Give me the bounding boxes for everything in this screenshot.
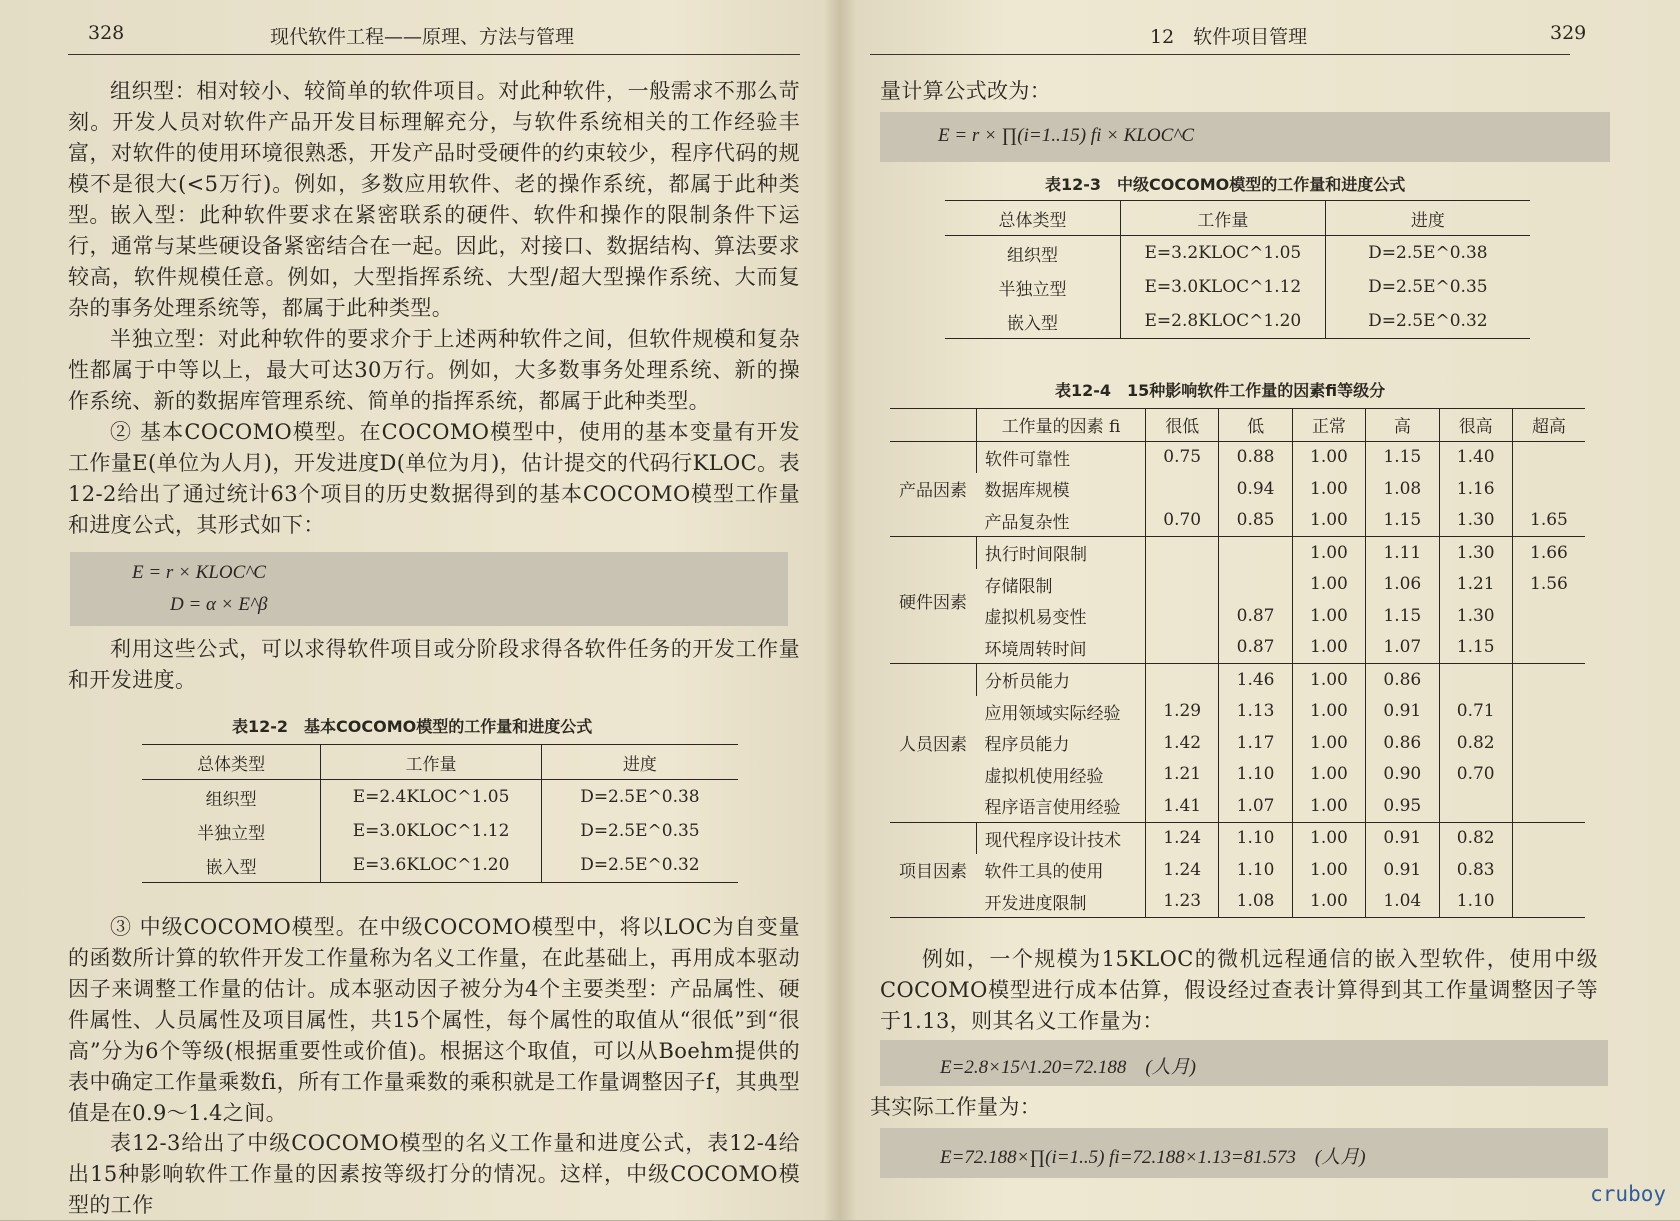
table-cell: 组织型 (1007, 245, 1058, 266)
table-cell: 半独立型 (197, 823, 266, 844)
table-row (890, 664, 1585, 696)
rating-cell (1512, 696, 1585, 728)
table-header-cell: 很低 (1146, 409, 1219, 442)
para-formula-intro: 量计算公式改为： (880, 79, 1052, 103)
para-actual-label: 其实际工作量为： (870, 1095, 1042, 1119)
table-header-cell: 高 (1366, 409, 1439, 442)
rating-cell: 1.10 (1219, 854, 1292, 886)
rating-cell (1512, 600, 1585, 632)
rating-cell: 1.42 (1146, 727, 1219, 759)
table-header-cell: 工作量的因素 fi (977, 409, 1146, 442)
table-row (142, 780, 738, 815)
rating-cell (1146, 632, 1219, 664)
table-header-cell: 进度 (541, 745, 738, 780)
factor-name-cell: 现代程序设计技术 (977, 822, 1146, 854)
rating-cell: 0.82 (1439, 727, 1512, 759)
para-organic: 组织型：相对较小、较简单的软件项目。对此种软件，一般需求不那么苛刻。开发人员对软件产品开发目标理解充分，与软件系统相关的工作经验丰富，对软件的使用环境很熟悉，开发产品时受硬件的约束较少，程序代码的规模不是很大(<5万行)。例如，多数应用软件、老的操作系统，都属于此种类型。 (68, 79, 800, 227)
table-row (890, 696, 1585, 728)
factor-name-cell: 软件可靠性 (977, 441, 1146, 473)
rating-cell: 0.70 (1439, 759, 1512, 791)
rating-cell: 1.56 (1512, 569, 1585, 601)
factor-name-cell: 环境周转时间 (984, 639, 1087, 660)
rating-cell (1146, 664, 1219, 696)
formula-actual-text: E=72.188×∏(i=1..5) fi=72.188×1.13=81.573 (人月) (940, 1147, 1366, 1168)
para-semidetached: 半独立型：对此种软件的要求介于上述两种软件之间，但软件规模和复杂性都属于中等以上，最大可达30万行。例如，大多数事务处理系统、新的操作系统、新的数据库管理系统、简单的指挥系统，都属于此种类型。 (68, 327, 800, 413)
table-row (890, 886, 1585, 918)
left-running-title: 现代软件工程——原理、方法与管理 (270, 26, 575, 48)
table-row (890, 632, 1585, 664)
rating-cell: 1.00 (1292, 854, 1365, 886)
table-cell: D=2.5E^0.35 (541, 814, 738, 848)
rating-cell: 1.16 (1439, 473, 1512, 505)
table-row (890, 854, 1585, 886)
rating-cell (1512, 727, 1585, 759)
factor-name-cell: 虚拟机易变性 (984, 608, 1087, 629)
table-cell: 半独立型 (998, 279, 1067, 300)
table-cell: 嵌入型 (205, 857, 257, 878)
rating-cell (1512, 854, 1585, 886)
table-header-cell: 工作量 (1121, 201, 1326, 236)
right-running-title: 12 软件项目管理 (1150, 26, 1308, 48)
table-header-cell (890, 409, 977, 442)
left-header-rule (68, 54, 800, 55)
table-cell: D=2.5E^0.38 (541, 780, 738, 815)
table-header-cell: 工作量 (321, 745, 542, 780)
rating-cell: 1.30 (1439, 505, 1512, 537)
rating-cell: 0.91 (1366, 696, 1439, 728)
rating-cell (1439, 664, 1512, 696)
table-header-cell: 总体类型 (945, 201, 1121, 236)
table-header-cell: 进度 (1325, 201, 1530, 236)
rating-cell: 1.15 (1366, 505, 1439, 537)
table-cell: 组织型 (205, 789, 257, 810)
right-page (850, 0, 1680, 1220)
rating-cell: 1.23 (1146, 886, 1219, 918)
para-embedded: 嵌入型：此种软件要求在紧密联系的硬件、软件和操作的限制条件下运行，通常与某些硬设备紧密结合在一起。因此，对接口、数据结构、算法要求较高，软件规模任意。例如，大型指挥系统、大型/超大型操作系统、大而复杂的事务处理系统等，都属于此种类型。 (68, 203, 800, 320)
table-row (945, 236, 1530, 271)
rating-cell: 0.91 (1366, 854, 1439, 886)
rating-cell: 1.00 (1292, 600, 1365, 632)
rating-cell: 1.00 (1292, 822, 1365, 854)
rating-cell (1512, 664, 1585, 696)
table-12-2 (142, 744, 738, 883)
table-cell: E=2.8KLOC^1.20 (1121, 304, 1326, 339)
table-cell: E=3.2KLOC^1.05 (1121, 236, 1326, 271)
rating-cell: 1.10 (1219, 759, 1292, 791)
left-page-number: 328 (88, 22, 125, 44)
table-row (890, 790, 1585, 822)
rating-cell: 1.04 (1366, 886, 1439, 918)
rating-cell (1512, 759, 1585, 791)
rating-cell: 1.07 (1219, 790, 1292, 822)
rating-cell: 0.95 (1366, 790, 1439, 822)
rating-cell: 0.82 (1439, 822, 1512, 854)
rating-cell (1512, 441, 1585, 473)
table-row (142, 848, 738, 883)
para-after-formula: 利用这些公式，可以求得软件项目或分阶段求得各软件任务的开发工作量和开发进度。 (68, 637, 800, 692)
rating-cell (1512, 473, 1585, 505)
table-12-3 (945, 200, 1530, 339)
formula-basic-effort: E = r × KLOC^C (132, 562, 266, 583)
factor-name-cell: 开发进度限制 (984, 893, 1087, 914)
rating-cell: 0.91 (1366, 822, 1439, 854)
rating-cell: 1.00 (1292, 569, 1365, 601)
table-cell: D=2.5E^0.32 (541, 848, 738, 883)
rating-cell: 1.15 (1366, 441, 1439, 473)
rating-cell: 1.66 (1512, 537, 1585, 569)
table-row (945, 304, 1530, 339)
rating-cell: 1.15 (1366, 600, 1439, 632)
left-page (0, 0, 830, 1220)
rating-cell: 1.08 (1219, 886, 1292, 918)
rating-cell: 1.00 (1292, 790, 1365, 822)
table-cell: D=2.5E^0.38 (1325, 236, 1530, 271)
table-row (890, 441, 1585, 473)
rating-cell: 0.71 (1439, 696, 1512, 728)
table-row (890, 505, 1585, 537)
rating-cell (1439, 790, 1512, 822)
table-row (890, 537, 1585, 569)
rating-cell: 1.21 (1146, 759, 1219, 791)
rating-cell: 1.13 (1219, 696, 1292, 728)
rating-cell: 1.00 (1292, 696, 1365, 728)
table-row (890, 473, 1585, 505)
rating-cell: 1.17 (1219, 727, 1292, 759)
factor-group-label: 产品因素 (899, 481, 967, 502)
rating-cell: 1.30 (1439, 600, 1512, 632)
rating-cell: 1.07 (1366, 632, 1439, 664)
para-table-intro: 表12-3给出了中级COCOMO模型的名义工作量和进度公式，表12-4给出15种影响软件工作量的因素按等级打分的情况。这样，中级COCOMO模型的工作 (68, 1131, 800, 1217)
rating-cell: 0.70 (1146, 505, 1219, 537)
rating-cell (1512, 886, 1585, 918)
rating-cell: 1.40 (1439, 441, 1512, 473)
rating-cell: 1.00 (1292, 759, 1365, 791)
right-page-number: 329 (1550, 22, 1587, 44)
table-row (890, 759, 1585, 791)
rating-cell: 1.00 (1292, 505, 1365, 537)
rating-cell: 0.87 (1219, 632, 1292, 664)
rating-cell (1146, 473, 1219, 505)
rating-cell: 0.86 (1366, 727, 1439, 759)
rating-cell: 1.00 (1292, 727, 1365, 759)
rating-cell: 1.24 (1146, 822, 1219, 854)
para-basic-cocomo: ② 基本COCOMO模型。在COCOMO模型中，使用的基本变量有开发工作量E(单位为人月)，开发进度D(单位为月)，估计提交的代码行KLOC。表12-2给出了通过统计63个项目的历史数据得到的基本COCOMO模型工作量和进度公式，其形式如下： (68, 420, 800, 537)
table-cell: E=3.0KLOC^1.12 (1121, 270, 1326, 304)
rating-cell: 1.10 (1219, 822, 1292, 854)
table-12-3-caption: 表12-3 中级COCOMO模型的工作量和进度公式 (1045, 175, 1406, 194)
rating-cell: 0.86 (1366, 664, 1439, 696)
rating-cell (1512, 822, 1585, 854)
table-header-cell: 超高 (1512, 409, 1585, 442)
factor-name-cell: 产品复杂性 (984, 512, 1070, 533)
formula-nominal-text: E=2.8×15^1.20=72.188 (人月) (940, 1057, 1196, 1078)
rating-cell: 1.00 (1292, 441, 1365, 473)
table-header-row (945, 201, 1530, 236)
rating-cell: 1.06 (1366, 569, 1439, 601)
table-row (890, 600, 1585, 632)
rating-cell: 1.24 (1146, 854, 1219, 886)
formula-intermediate (880, 112, 1610, 162)
rating-cell: 0.83 (1439, 854, 1512, 886)
rating-cell (1146, 537, 1219, 569)
right-header-rule (870, 54, 1570, 55)
factor-name-cell: 程序语言使用经验 (984, 798, 1121, 819)
table-header-cell: 很高 (1439, 409, 1512, 442)
rating-cell: 1.00 (1292, 473, 1365, 505)
table-header-cell: 低 (1219, 409, 1292, 442)
rating-cell: 1.15 (1439, 632, 1512, 664)
factor-group-label: 硬件因素 (890, 537, 977, 664)
table-cell: D=2.5E^0.35 (1325, 270, 1530, 304)
table-row (890, 569, 1585, 601)
rating-cell: 0.94 (1219, 473, 1292, 505)
factor-name-cell: 存储限制 (984, 576, 1053, 597)
rating-cell (1146, 600, 1219, 632)
factor-name-cell: 应用领域实际经验 (984, 703, 1121, 724)
rating-cell: 0.85 (1219, 505, 1292, 537)
formula-intermediate-text: E = r × ∏(i=1..15) fi × KLOC^C (938, 125, 1194, 146)
table-cell: 嵌入型 (1007, 313, 1058, 334)
formula-actual (880, 1128, 1608, 1178)
rating-cell: 1.11 (1366, 537, 1439, 569)
formula-basic-schedule: D = α × E^β (170, 594, 268, 615)
rating-cell: 1.08 (1366, 473, 1439, 505)
formula-basic (70, 552, 788, 626)
factor-name-cell: 分析员能力 (977, 664, 1146, 696)
rating-cell (1146, 569, 1219, 601)
rating-cell: 0.88 (1219, 441, 1292, 473)
rating-cell: 0.75 (1146, 441, 1219, 473)
table-row (890, 822, 1585, 854)
factor-name-cell: 程序员能力 (984, 735, 1070, 756)
table-header-cell: 正常 (1292, 409, 1365, 442)
factor-name-cell: 数据库规模 (984, 481, 1070, 502)
rating-cell (1219, 569, 1292, 601)
para-example: 例如，一个规模为15KLOC的微机远程通信的嵌入型软件，使用中级COCOMO模型进行成本估算，假设经过查表计算得到其工作量调整因子等于1.13，则其名义工作量为： (880, 947, 1598, 1033)
rating-cell: 1.10 (1439, 886, 1512, 918)
table-row (890, 727, 1585, 759)
table-row (945, 270, 1530, 304)
factor-name-cell: 执行时间限制 (977, 537, 1146, 569)
rating-cell: 1.00 (1292, 632, 1365, 664)
rating-cell: 1.29 (1146, 696, 1219, 728)
rating-cell: 1.21 (1439, 569, 1512, 601)
para-intermediate-cocomo: ③ 中级COCOMO模型。在中级COCOMO模型中，将以LOC为自变量的函数所计算的软件开发工作量称为名义工作量，在此基础上，再用成本驱动因子来调整工作量的估计。成本驱动因子被分为4个主要类型：产品属性、硬件属性、人员属性及项目属性，共15个属性，每个属性的取值从“很低”到“很高”分为6个等级(根据重要性或价值)。根据这个取值，可以从Boehm提供的表中确定工作量乘数fi，所有工作量乘数的乘积就是工作量调整因子f，其典型值是在0.9～1.4之间。 (68, 915, 800, 1125)
rating-cell: 1.46 (1219, 664, 1292, 696)
table-cell: E=3.6KLOC^1.20 (321, 848, 542, 883)
factor-name-cell: 软件工具的使用 (984, 862, 1104, 883)
table-cell: E=2.4KLOC^1.05 (321, 780, 542, 815)
table-header-row (890, 409, 1585, 442)
rating-cell: 0.90 (1366, 759, 1439, 791)
table-12-4-caption: 表12-4 15种影响软件工作量的因素fi等级分 (1055, 381, 1386, 400)
factor-group-label: 项目因素 (890, 822, 977, 918)
table-12-2-caption: 表12-2 基本COCOMO模型的工作量和进度公式 (232, 717, 593, 736)
rating-cell: 1.00 (1292, 664, 1365, 696)
factor-group-label: 人员因素 (890, 664, 977, 823)
table-header-cell: 总体类型 (142, 745, 321, 780)
rating-cell: 1.00 (1292, 886, 1365, 918)
table-header-row (142, 745, 738, 780)
watermark-text: cruboy (1590, 1182, 1666, 1206)
table-cell: E=3.0KLOC^1.12 (321, 814, 542, 848)
rating-cell: 1.00 (1292, 537, 1365, 569)
rating-cell (1512, 790, 1585, 822)
factor-name-cell: 虚拟机使用经验 (984, 766, 1104, 787)
formula-nominal (880, 1040, 1608, 1086)
rating-cell: 0.87 (1219, 600, 1292, 632)
rating-cell (1219, 537, 1292, 569)
table-12-4 (890, 408, 1585, 918)
table-row (142, 814, 738, 848)
table-cell: D=2.5E^0.32 (1325, 304, 1530, 339)
rating-cell: 1.41 (1146, 790, 1219, 822)
rating-cell: 1.65 (1512, 505, 1585, 537)
rating-cell (1512, 632, 1585, 664)
rating-cell: 1.30 (1439, 537, 1512, 569)
